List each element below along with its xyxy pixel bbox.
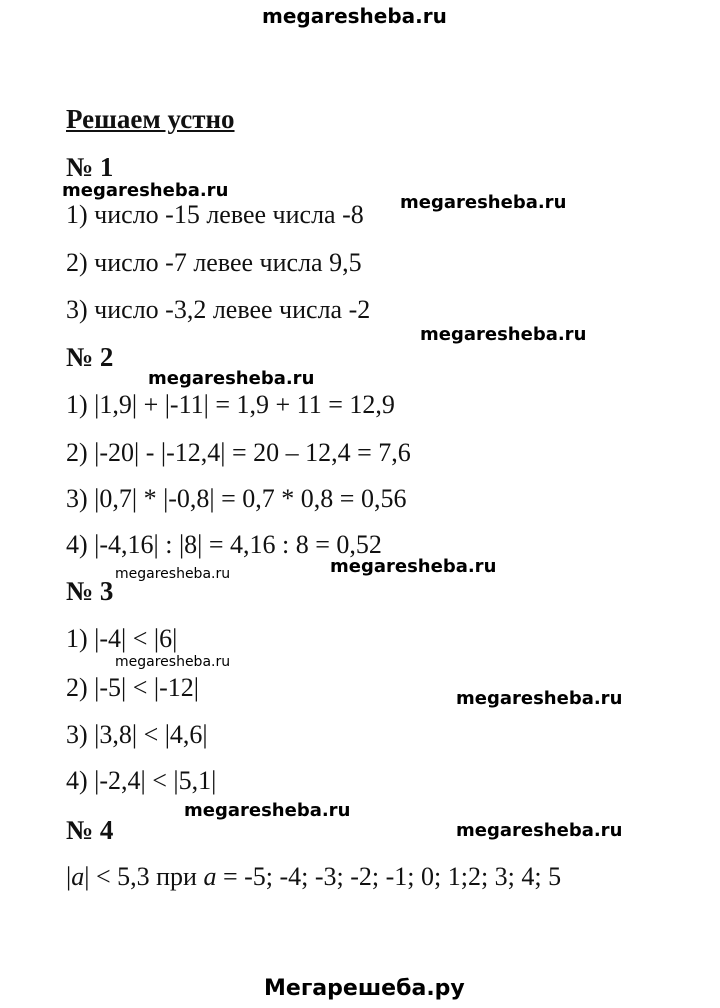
task-3-line-1: 1) |-4| < |6| bbox=[66, 624, 178, 653]
task-2-line-1: 1) |1,9| + |-11| = 1,9 + 11 = 12,9 bbox=[66, 390, 395, 419]
watermark: megaresheba.ru bbox=[62, 180, 229, 201]
task-2-heading: № 2 bbox=[66, 342, 114, 372]
task-1-line-3: 3) число -3,2 левее числа -2 bbox=[66, 295, 371, 324]
bottom-watermark: Мегарешеба.ру bbox=[264, 976, 465, 1001]
watermark: megaresheba.ru bbox=[115, 654, 231, 670]
task-4-line: |a| < 5,3 при a = -5; -4; -3; -2; -1; 0; 1;2; 3; 4; 5 bbox=[66, 862, 562, 891]
watermark: megaresheba.ru bbox=[148, 368, 315, 389]
values-text: = -5; -4; -3; -2; -1; 0; 1;2; 3; 4; 5 bbox=[216, 862, 562, 891]
task-2-line-3: 3) |0,7| * |-0,8| = 0,7 * 0,8 = 0,56 bbox=[66, 484, 407, 513]
watermark: megaresheba.ru bbox=[115, 566, 231, 582]
task-4-heading: № 4 bbox=[66, 815, 114, 845]
task-2-line-2: 2) |-20| - |-12,4| = 20 – 12,4 = 7,6 bbox=[66, 438, 411, 467]
watermark: megaresheba.ru bbox=[184, 800, 351, 821]
watermark: megaresheba.ru bbox=[420, 324, 587, 345]
task-1-line-2: 2) число -7 левее числа 9,5 bbox=[66, 248, 362, 277]
watermark: megaresheba.ru bbox=[330, 556, 497, 577]
task-1-line-1: 1) число -15 левее числа -8 bbox=[66, 200, 364, 229]
task-3-line-3: 3) |3,8| < |4,6| bbox=[66, 720, 208, 749]
variable-a: a bbox=[71, 862, 85, 891]
task-2-line-4: 4) |-4,16| : |8| = 4,16 : 8 = 0,52 bbox=[66, 530, 382, 559]
watermark: megaresheba.ru bbox=[456, 688, 623, 709]
task-3-line-4: 4) |-2,4| < |5,1| bbox=[66, 766, 217, 795]
inequality-text: < 5,3 при bbox=[89, 862, 204, 891]
task-3-heading: № 3 bbox=[66, 576, 114, 606]
top-watermark: megaresheba.ru bbox=[262, 4, 447, 28]
page-title: Решаем устно bbox=[66, 104, 235, 134]
watermark: megaresheba.ru bbox=[456, 820, 623, 841]
task-1-heading: № 1 bbox=[66, 152, 114, 182]
watermark: megaresheba.ru bbox=[400, 192, 567, 213]
variable-a: a bbox=[203, 862, 217, 891]
task-3-line-2: 2) |-5| < |-12| bbox=[66, 673, 199, 702]
